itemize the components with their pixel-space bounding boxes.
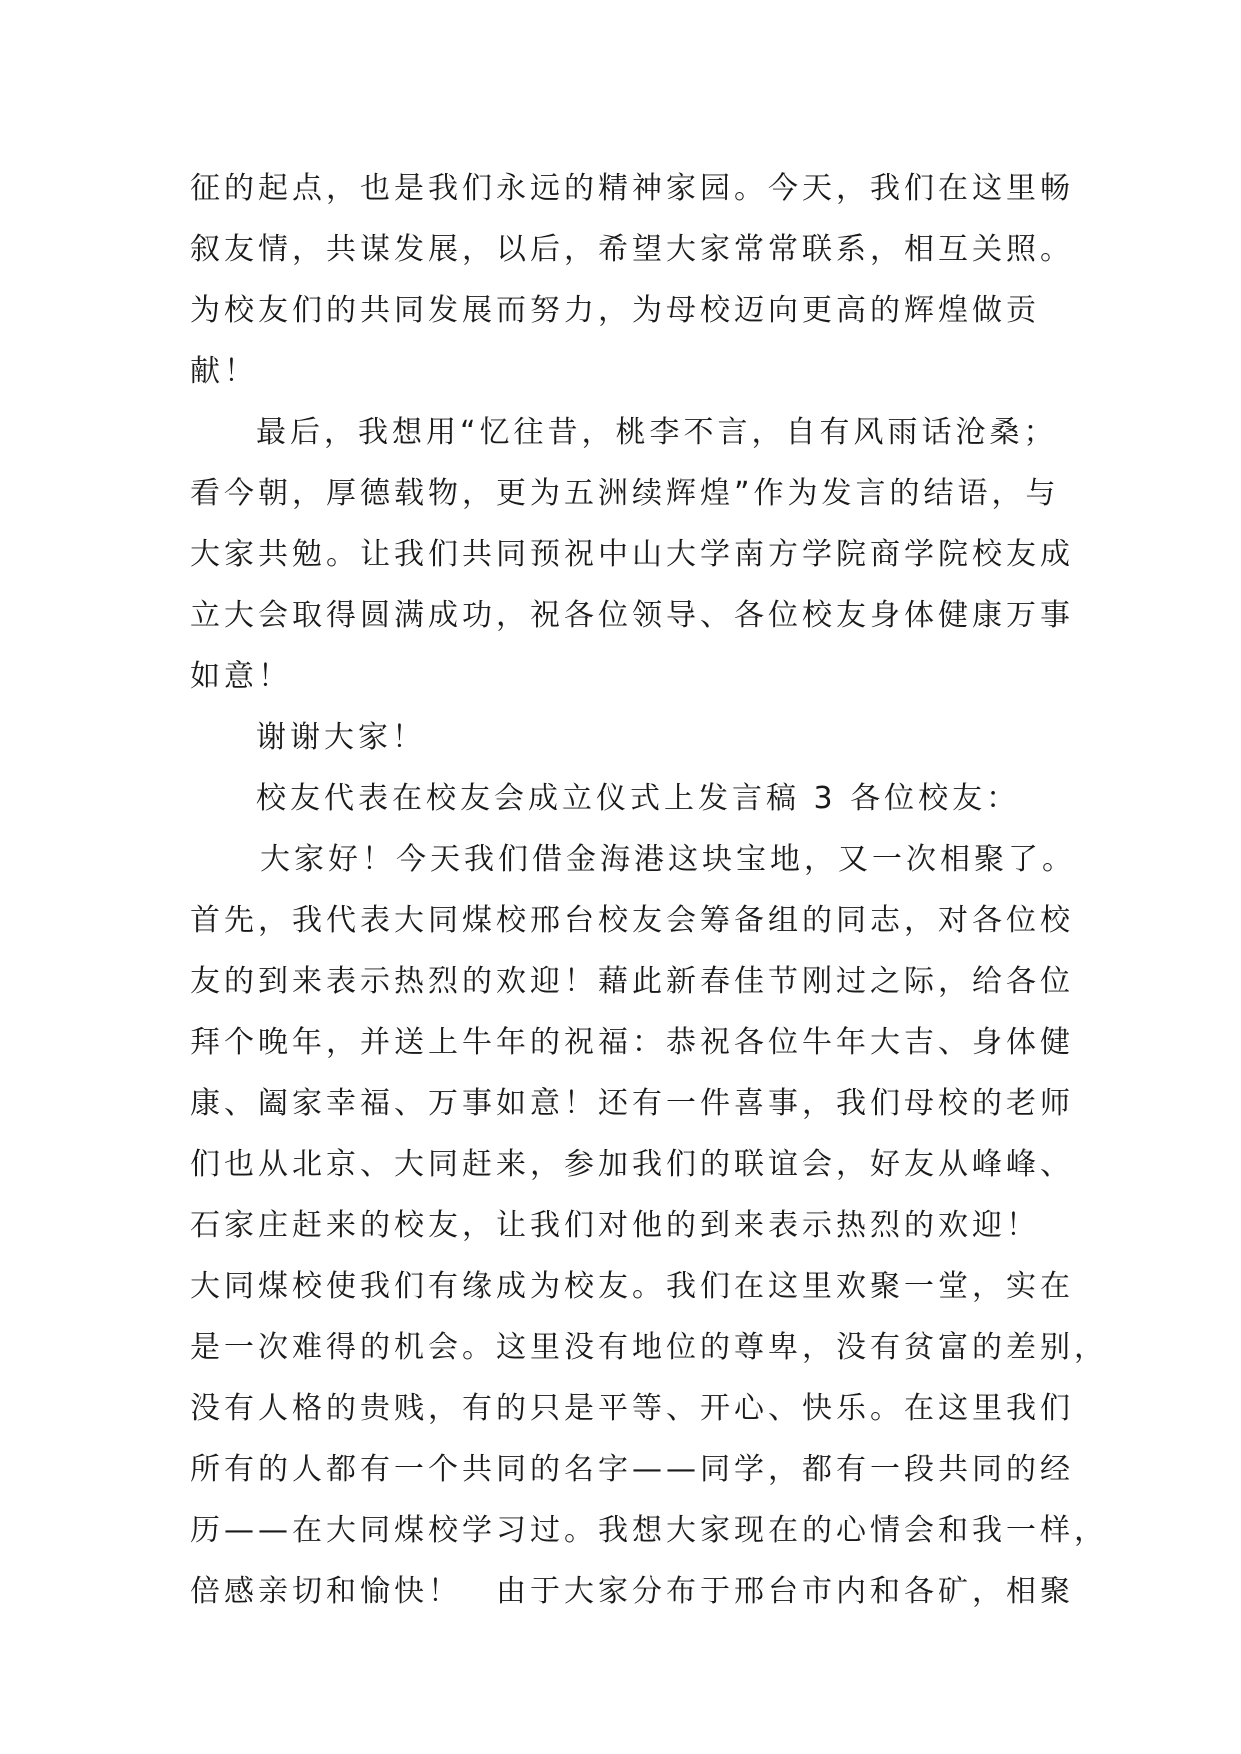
text-line: 们也从北京、大同赶来，参加我们的联谊会，好友从峰峰、	[190, 1147, 1074, 1182]
text-line: 看今朝，厚德载物，更为五洲续辉煌”作为发言的结语，与	[190, 476, 1060, 511]
text-line: 历——在大同煤校学习过。我想大家现在的心情会和我一样，	[190, 1513, 1108, 1548]
text-line: 大家共勉。让我们共同预祝中山大学南方学院商学院校友成	[190, 537, 1074, 572]
document-body	[190, 158, 1108, 1622]
text-line: 首先，我代表大同煤校邢台校友会筹备组的同志，对各位校	[190, 903, 1074, 938]
text-line: 立大会取得圆满成功，祝各位领导、各位校友身体健康万事	[190, 598, 1074, 633]
text-line: 拜个晚年，并送上牛年的祝福：恭祝各位牛年大吉、身体健	[190, 1025, 1074, 1060]
text-line: 石家庄赶来的校友，让我们对他的到来表示热烈的欢迎！	[190, 1208, 1040, 1243]
text-line: 献！	[190, 354, 258, 389]
text-line: 康、阖家幸福、万事如意！还有一件喜事，我们母校的老师	[190, 1086, 1074, 1121]
text-line: 倍感亲切和愉快！ 由于大家分布于邢台市内和各矿，相聚	[190, 1574, 1074, 1609]
text-line: 大家好！今天我们借金海港这块宝地，又一次相聚了。	[260, 842, 1076, 877]
text-line: 大同煤校使我们有缘成为校友。我们在这里欢聚一堂，实在	[190, 1269, 1074, 1304]
text-line: 征的起点，也是我们永远的精神家园。今天，我们在这里畅	[190, 171, 1074, 206]
text-line: 叙友情，共谋发展，以后，希望大家常常联系，相互关照。	[190, 232, 1074, 267]
text-line: 校友代表在校友会成立仪式上发言稿 3 各位校友：	[256, 781, 1021, 816]
text-line: 如意！	[190, 659, 292, 694]
text-line: 谢谢大家！	[256, 720, 426, 755]
text-line: 是一次难得的机会。这里没有地位的尊卑，没有贫富的差别，	[190, 1330, 1108, 1365]
text-line: 为校友们的共同发展而努力，为母校迈向更高的辉煌做贡	[190, 293, 1040, 328]
text-line: 最后，我想用“忆往昔，桃李不言，自有风雨话沧桑；	[256, 415, 1058, 450]
text-line: 没有人格的贵贱，有的只是平等、开心、快乐。在这里我们	[190, 1391, 1074, 1426]
text-line: 所有的人都有一个共同的名字——同学，都有一段共同的经	[190, 1452, 1074, 1487]
text-line: 友的到来表示热烈的欢迎！藉此新春佳节刚过之际，给各位	[190, 964, 1074, 999]
